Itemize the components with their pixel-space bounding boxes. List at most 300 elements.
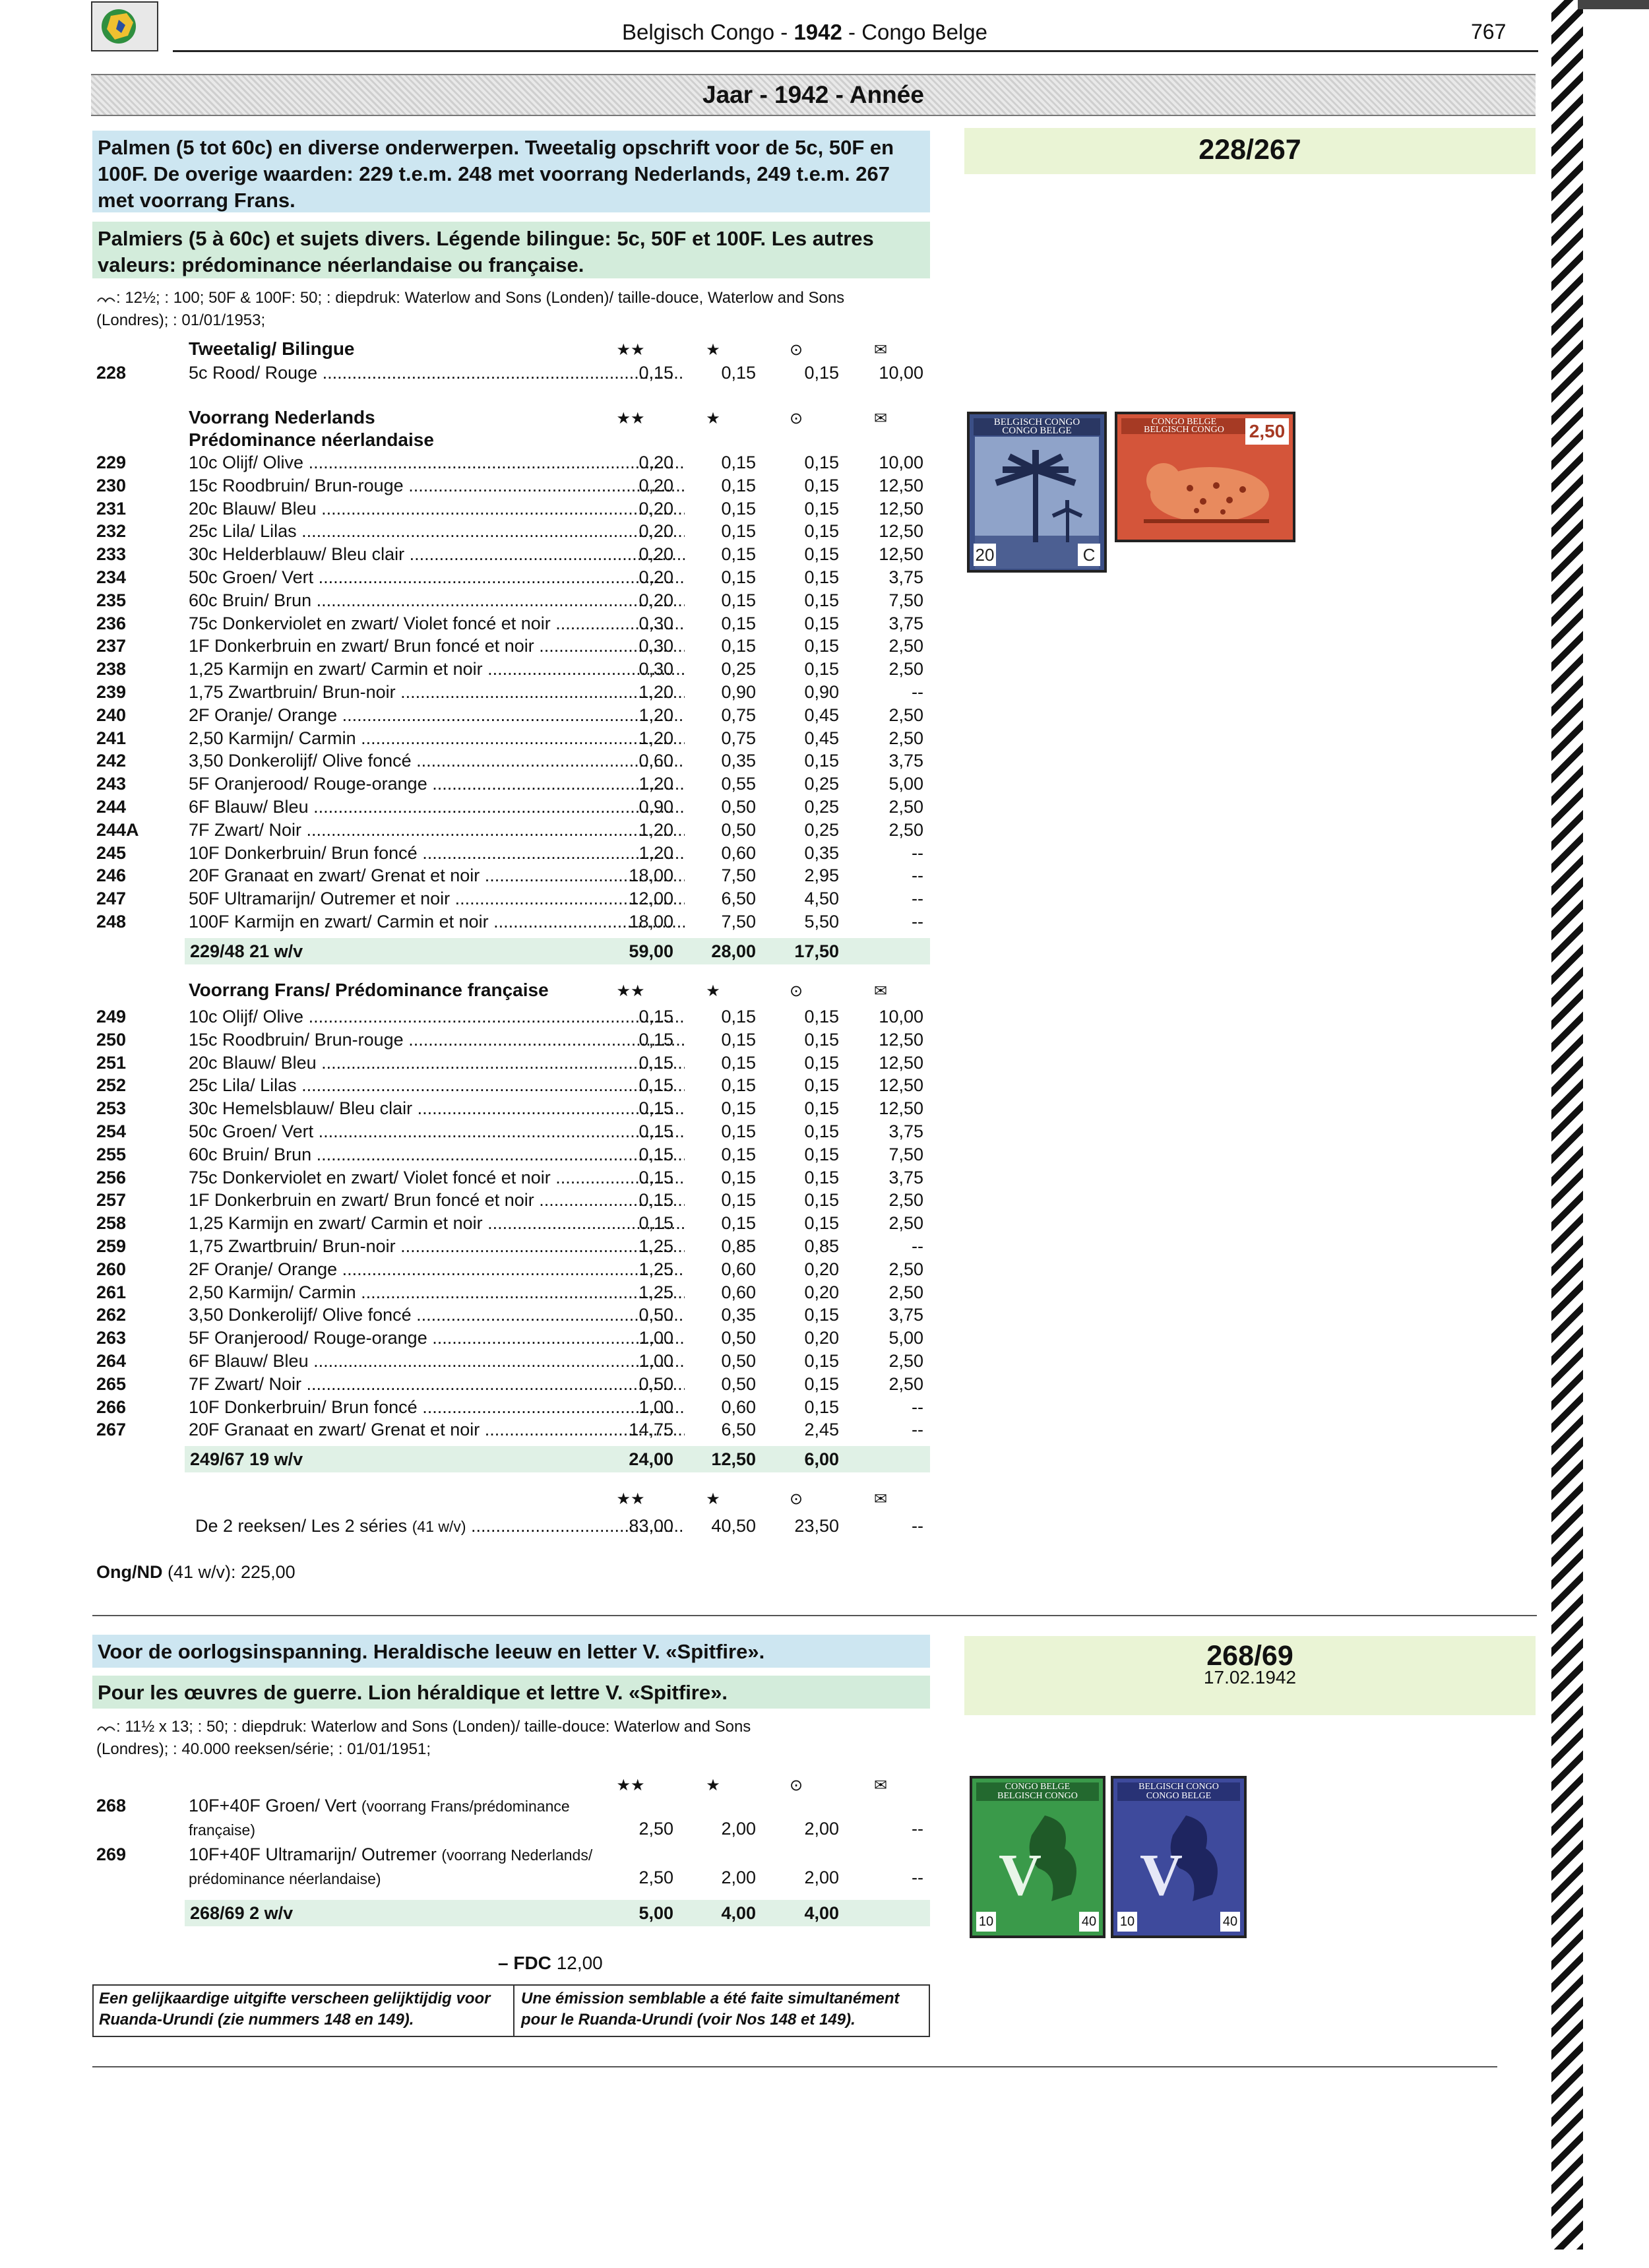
price-used: 0,15 (804, 1351, 839, 1371)
table-row (96, 658, 927, 681)
price-hinged: 0,15 (721, 475, 756, 495)
note-divider (513, 1986, 514, 2036)
fdc-line (498, 1953, 603, 1974)
catalog-number: 250 (96, 1029, 127, 1050)
item-description: 3,50 Donkerolijf/ Olive foncé ..... (189, 749, 685, 772)
column-symbol-used: ⊙ (789, 1490, 803, 1508)
running-header (462, 20, 1148, 45)
table-row (96, 819, 927, 842)
stamp1-legend: BELGISCH CONGO CONGO BELGE (974, 418, 1100, 435)
sum-s2-label: 268/69 2 w/v (190, 1903, 294, 1923)
price-mint: 1,00 (638, 1351, 673, 1371)
price-mint: 1,20 (638, 774, 673, 794)
price-cover: 12,50 (879, 521, 923, 542)
catalog-number: 249 (96, 1007, 127, 1026)
price-used: 0,85 (804, 1236, 839, 1256)
item-description: 20F Granaat en zwart/ Grenat et noir ..... (189, 864, 685, 887)
table-row (96, 842, 927, 865)
price-used: 0,20 (804, 1259, 839, 1279)
price-hinged: 0,85 (721, 1236, 756, 1256)
table-row (96, 887, 927, 910)
price-hinged: 0,15 (721, 1144, 756, 1164)
price-used: 0,15 (804, 1305, 839, 1325)
catalog-logo (91, 1, 158, 51)
item-description: 15c Roodbruin/ Brun-rouge ..... (189, 474, 685, 497)
price-cover: -- (912, 889, 923, 909)
price-used: 0,15 (804, 475, 839, 495)
catalog-number: 246 (96, 866, 127, 886)
sum-nl-v2: 28,00 (711, 941, 756, 961)
price-cover: 7,50 (888, 590, 923, 610)
price-cover: 12,50 (879, 1075, 923, 1096)
price-cover: 12,50 (879, 1052, 923, 1073)
catalog-number: 240 (96, 705, 127, 725)
price-used: 2,95 (804, 866, 839, 886)
table-row (96, 497, 927, 520)
price-cover: 3,75 (888, 1305, 923, 1325)
catalog-number: 237 (96, 636, 127, 656)
price-cover: -- (912, 842, 923, 863)
price-mint: 0,20 (638, 544, 673, 565)
both-series-v3: 23,50 (794, 1516, 839, 1536)
stamp3-legend: CONGO BELGE BELGISCH CONGO (976, 1782, 1099, 1801)
catalog-number: 235 (96, 590, 127, 610)
price-mint: 0,30 (638, 613, 673, 633)
price-used: 0,90 (804, 682, 839, 702)
catalog-number: 234 (96, 567, 127, 587)
price-cover: 2,50 (888, 1213, 923, 1234)
price-mint: 1,20 (638, 842, 673, 863)
price-used: 2,45 (804, 1420, 839, 1440)
price-mint: 0,20 (638, 475, 673, 495)
item-description: 75c Donkerviolet en zwart/ Violet foncé et noir ..... (189, 1166, 685, 1189)
price-used: 0,15 (804, 1213, 839, 1234)
price-hinged: 0,50 (721, 1373, 756, 1394)
price-mint: 0,15 (638, 1029, 673, 1050)
section-divider (92, 1615, 1537, 1616)
note-fr: Une émission semblable a été faite simultanément pour le Ruanda-Urundi (voir Nos 148 et 149). (521, 1990, 900, 2029)
price-cover: 12,50 (879, 475, 923, 495)
table-row (96, 1166, 927, 1189)
price-hinged: 0,75 (721, 728, 756, 748)
catalog-number: 259 (96, 1236, 127, 1256)
price-used: 0,15 (804, 613, 839, 633)
price-used: 0,15 (804, 1052, 839, 1073)
price-hinged: 0,60 (721, 1397, 756, 1417)
column-symbol-hinged: ★ (706, 410, 720, 427)
leopard-icon (1117, 442, 1293, 541)
price-mint: 2,50 (638, 1868, 673, 1887)
catalog-number: 236 (96, 613, 127, 633)
item-description: 60c Bruin/ Brun ..... (189, 589, 685, 612)
column-symbol-hinged: ★ (706, 982, 720, 1000)
catalog-number: 244A (96, 819, 139, 840)
price-used: 0,15 (804, 1397, 839, 1417)
price-mint: 0,15 (638, 1007, 673, 1026)
stamp-leopard-250 (1115, 412, 1295, 542)
price-mint: 12,00 (629, 889, 673, 909)
stamp2-legend: CONGO BELGE BELGISCH CONGO (1121, 418, 1247, 434)
tech-text-1: : 12½; : 100; 50F & 100F: 50; : diepdruk: Waterlow and Sons (Londen)/ taille-douce, Waterlow and Sons (116, 289, 845, 307)
price-hinged: 0,15 (721, 1007, 756, 1026)
catalog-number: 263 (96, 1328, 127, 1348)
price-mint: 0,15 (638, 363, 673, 383)
price-mint: 18,00 (629, 912, 673, 931)
price-mint: 0,30 (638, 636, 673, 656)
price-mint: 0,15 (638, 1144, 673, 1164)
price-hinged: 0,25 (721, 659, 756, 679)
price-hinged: 0,15 (721, 1052, 756, 1073)
column-symbol-cover: ✉ (873, 982, 888, 1000)
price-cover: 10,00 (879, 363, 923, 383)
sum-fr-v1: 24,00 (629, 1449, 673, 1469)
price-used: 5,50 (804, 912, 839, 931)
price-cover: 2,50 (888, 1351, 923, 1371)
catalog-number: 251 (96, 1052, 127, 1073)
price-mint: 0,15 (638, 1213, 673, 1234)
catalog-number: 248 (96, 912, 127, 931)
price-cover: 10,00 (879, 453, 923, 472)
price-mint: 1,25 (638, 1236, 673, 1256)
price-mint: 0,15 (638, 1052, 673, 1073)
price-mint: 1,25 (638, 1282, 673, 1302)
section2-tech-line2 (96, 1739, 927, 1760)
table-row (96, 910, 927, 933)
item-description: 5c Rood/ Rouge ..... (189, 362, 685, 385)
item-description: 10F Donkerbruin/ Brun foncé ..... (189, 1396, 685, 1419)
item-description: 30c Hemelsblauw/ Bleu clair ..... (189, 1097, 685, 1120)
price-mint: 0,30 (638, 659, 673, 679)
fdc-value: 12,00 (556, 1953, 603, 1973)
sum-nl-label: 229/48 21 w/v (190, 941, 303, 961)
price-mint: 0,15 (638, 1121, 673, 1141)
price-mint: 1,00 (638, 1397, 673, 1417)
item-description: 2F Oranje/ Orange ..... (189, 704, 685, 727)
price-cover: -- (912, 1236, 923, 1256)
catalog-number: 266 (96, 1397, 127, 1417)
price-hinged: 0,15 (721, 1167, 756, 1187)
column-symbol-cover: ✉ (873, 341, 888, 359)
decorative-border (1551, 0, 1583, 2250)
item-description: 5F Oranjerood/ Rouge-orange ..... (189, 772, 685, 796)
price-used: 0,15 (804, 1121, 839, 1141)
price-hinged: 0,55 (721, 774, 756, 794)
price-mint: 2,50 (638, 1819, 673, 1839)
tech2-text-2: (Londres); : 40.000 reeksen/série; : 01/01/1951; (96, 1740, 431, 1758)
price-mint: 0,20 (638, 498, 673, 519)
price-hinged: 0,15 (721, 544, 756, 565)
catalog-number: 267 (96, 1420, 127, 1440)
table-row (96, 864, 927, 887)
price-used: 0,15 (804, 1029, 839, 1050)
stamp4-legend: BELGISCH CONGO CONGO BELGE (1117, 1782, 1240, 1801)
stamp4-value2: 40 (1220, 1912, 1240, 1932)
section1-tech-line1 (96, 288, 927, 309)
price-used: 0,15 (804, 1098, 839, 1119)
both-series-v1: 83,00 (629, 1516, 673, 1536)
catalog-number: 258 (96, 1213, 127, 1234)
price-used: 0,25 (804, 797, 839, 817)
price-used: 0,15 (804, 1373, 839, 1394)
price-used: 0,25 (804, 819, 839, 840)
price-mint: 1,25 (638, 1259, 673, 1279)
column-symbol-cover: ✉ (873, 410, 888, 427)
price-cover: -- (912, 1868, 923, 1887)
price-used: 0,15 (804, 751, 839, 771)
catalog-number: 243 (96, 774, 127, 794)
price-cover: -- (912, 1819, 923, 1839)
column-symbol-cover: ✉ (873, 1490, 888, 1508)
table-row (96, 474, 927, 497)
item-description: 20c Blauw/ Bleu ..... (189, 1052, 685, 1075)
table-row (96, 1028, 927, 1052)
catalog-number: 228 (96, 363, 127, 383)
table-row (96, 1350, 927, 1373)
stamp-palm-20c (967, 412, 1107, 573)
price-mint: 0,15 (638, 1075, 673, 1096)
column-symbol-mint: ★★ (616, 982, 645, 1000)
price-used: 0,15 (804, 636, 839, 656)
price-mint: 0,90 (638, 797, 673, 817)
sum-fr-v2: 12,50 (711, 1449, 756, 1469)
column-symbol-hinged: ★ (706, 1490, 720, 1508)
price-hinged: 0,90 (721, 682, 756, 702)
table-row (96, 589, 927, 612)
price-cover: 2,50 (888, 1373, 923, 1394)
ong-line (96, 1562, 296, 1583)
sum-nl-v3: 17,50 (794, 941, 839, 961)
catalog-number: 269 (96, 1844, 127, 1864)
price-used: 0,15 (804, 544, 839, 565)
table-row (96, 362, 927, 385)
catalog-number: 261 (96, 1282, 127, 1302)
price-cover: 2,50 (888, 728, 923, 748)
stamp1-value: 20 (974, 544, 996, 566)
price-mint: 1,20 (638, 728, 673, 748)
note-nl: Een gelijkaardige uitgifte verscheen gelijktijdig voor Ruanda-Urundi (zie nummers 148 en 149). (99, 1990, 491, 2029)
price-mint: 14,75 (629, 1420, 673, 1440)
stamp4-value: 10 (1117, 1912, 1137, 1932)
price-used: 0,45 (804, 728, 839, 748)
price-cover: 5,00 (888, 774, 923, 794)
price-hinged: 0,15 (721, 453, 756, 472)
stamp-lion-green (970, 1776, 1105, 1938)
price-hinged: 0,35 (721, 1305, 756, 1325)
price-mint: 0,15 (638, 1167, 673, 1187)
price-hinged: 0,50 (721, 1351, 756, 1371)
price-used: 0,15 (804, 453, 839, 472)
price-cover: 2,50 (888, 659, 923, 679)
stamp2-value: 2,50 (1245, 418, 1289, 445)
fdc-label: – FDC (498, 1953, 551, 1973)
note-box (92, 1984, 930, 2037)
table-row (96, 1258, 927, 1281)
price-cover: 3,75 (888, 613, 923, 633)
tech-text-2: (Londres); : 01/01/1953; (96, 311, 266, 329)
price-hinged: 6,50 (721, 1420, 756, 1440)
section2-range-box (964, 1636, 1536, 1715)
catalog-number: 253 (96, 1098, 127, 1119)
sum-row-nl (185, 938, 930, 964)
sum-fr-v3: 6,00 (804, 1449, 839, 1469)
catalog-number: 268 (96, 1796, 127, 1815)
price-used: 0,15 (804, 659, 839, 679)
price-used: 0,25 (804, 774, 839, 794)
section2-tech-line1 (96, 1717, 927, 1738)
catalog-number: 242 (96, 751, 127, 771)
price-used: 2,00 (804, 1868, 839, 1887)
perforation-icon (96, 294, 116, 304)
catalog-number: 230 (96, 475, 127, 495)
section2-description-fr: Pour les œuvres de guerre. Lion héraldique et lettre V. «Spitfire». (92, 1676, 930, 1709)
section2-description-nl: Voor de oorlogsinspanning. Heraldische leeuw en letter V. «Spitfire». (92, 1635, 930, 1668)
catalog-number: 262 (96, 1305, 127, 1325)
column-symbol-used: ⊙ (789, 1777, 803, 1794)
tech2-text-1: : 11½ x 13; : 50; : diepdruk: Waterlow and Sons (Londen)/ taille-douce: Waterlow and Sons (116, 1718, 751, 1736)
sum-row-fr (185, 1446, 930, 1472)
table-row (96, 1074, 927, 1097)
column-symbol-used: ⊙ (789, 341, 803, 359)
price-hinged: 0,15 (721, 590, 756, 610)
table-row (96, 543, 927, 566)
year-band: Jaar - 1942 - Année (91, 74, 1536, 116)
price-cover: -- (912, 1420, 923, 1440)
item-description: 10c Olijf/ Olive ..... (189, 1005, 685, 1028)
catalog-number: 233 (96, 544, 127, 565)
svg-text:V: V (999, 1843, 1042, 1908)
price-used: 0,45 (804, 705, 839, 725)
item-description: 1,25 Karmijn en zwart/ Carmin et noir ..... (189, 1212, 685, 1235)
table-row (96, 1794, 927, 1841)
column-symbol-hinged: ★ (706, 341, 720, 359)
item-description: 1F Donkerbruin en zwart/ Brun foncé et noir ..... (189, 635, 685, 658)
ong-value: (41 w/v): 225,00 (168, 1562, 296, 1582)
table-row (96, 1281, 927, 1304)
table-row (96, 1120, 927, 1143)
item-description: 2F Oranje/ Orange ..... (189, 1258, 685, 1281)
price-used: 0,15 (804, 363, 839, 383)
item-description: 10c Olijf/ Olive ..... (189, 451, 685, 474)
price-hinged: 0,15 (721, 636, 756, 656)
price-cover: 2,50 (888, 636, 923, 656)
sum-s2-v2: 4,00 (721, 1903, 756, 1923)
price-mint: 1,20 (638, 819, 673, 840)
table-row (96, 1418, 927, 1441)
sum-row-s2 (185, 1900, 930, 1926)
column-symbol-mint: ★★ (616, 1490, 645, 1508)
catalog-number: 254 (96, 1121, 127, 1141)
table-row (96, 727, 927, 750)
bottom-rule (92, 2066, 1497, 2067)
table-row (96, 1189, 927, 1212)
price-cover: 5,00 (888, 1328, 923, 1348)
price-mint: 0,50 (638, 1305, 673, 1325)
both-series-v4: -- (912, 1516, 923, 1536)
sum-s2-v3: 4,00 (804, 1903, 839, 1923)
price-used: 0,20 (804, 1282, 839, 1302)
header-year: 1942 (793, 20, 842, 44)
table-row (96, 566, 927, 589)
price-cover: 3,75 (888, 1167, 923, 1187)
price-hinged: 0,60 (721, 1282, 756, 1302)
table-row (96, 451, 927, 474)
table-row (96, 681, 927, 704)
stamp3-value2: 40 (1079, 1912, 1099, 1932)
item-description: 1,75 Zwartbruin/ Brun-noir ..... (189, 681, 685, 704)
table-row (96, 1327, 927, 1350)
section1-description-nl: Palmen (5 tot 60c) en diverse onderwerpen. Tweetalig opschrift voor de 5c, 50F en 100F. De overige waarden: 229 t.e.m. 248 met voorrang Nederlands, 249 t.e.m. 267 met voorrang Frans. (92, 131, 930, 212)
column-symbol-hinged: ★ (706, 1777, 720, 1794)
price-cover: 7,50 (888, 1144, 923, 1164)
price-hinged: 0,50 (721, 1328, 756, 1348)
item-description: 2,50 Karmijn/ Carmin ..... (189, 727, 685, 750)
price-cover: 2,50 (888, 819, 923, 840)
price-mint: 0,15 (638, 1190, 673, 1211)
price-used: 0,15 (804, 1144, 839, 1164)
price-hinged: 0,15 (721, 1029, 756, 1050)
price-mint: 0,20 (638, 590, 673, 610)
item-description: 50c Groen/ Vert ..... (189, 566, 685, 589)
table-row (96, 704, 927, 727)
section2-date: 17.02.1942 (1203, 1667, 1297, 1687)
perforation-icon (96, 1722, 116, 1733)
item-description: 1,75 Zwartbruin/ Brun-noir ..... (189, 1235, 685, 1258)
price-cover: -- (912, 1397, 923, 1417)
item-description: 30c Helderblauw/ Bleu clair ..... (189, 543, 685, 566)
item-description: 10F Donkerbruin/ Brun foncé ..... (189, 842, 685, 865)
price-mint: 0,20 (638, 521, 673, 542)
both-series-row (96, 1515, 927, 1538)
section2-range: 268/69 (1206, 1640, 1293, 1672)
item-description: 75c Donkerviolet en zwart/ Violet foncé et noir ..... (189, 612, 685, 635)
price-cover: 12,50 (879, 498, 923, 519)
column-symbol-mint: ★★ (616, 410, 645, 427)
price-hinged: 0,15 (721, 1098, 756, 1119)
price-mint: 1,20 (638, 705, 673, 725)
stamp-lion-ultramarine (1111, 1776, 1247, 1938)
price-cover: -- (912, 912, 923, 931)
catalog-number: 260 (96, 1259, 127, 1279)
column-symbol-cover: ✉ (873, 1777, 888, 1794)
header-rule (173, 50, 1538, 52)
catalog-number: 247 (96, 889, 127, 909)
price-used: 0,15 (804, 498, 839, 519)
item-description: 50c Groen/ Vert ..... (189, 1120, 685, 1143)
price-cover: 12,50 (879, 1098, 923, 1119)
price-cover: 2,50 (888, 1259, 923, 1279)
page-number: 767 (1471, 20, 1507, 44)
catalog-number: 265 (96, 1373, 127, 1394)
price-cover: 3,75 (888, 1121, 923, 1141)
price-hinged: 7,50 (721, 912, 756, 931)
table-row (96, 796, 927, 819)
sum-nl-v1: 59,00 (629, 941, 673, 961)
price-hinged: 0,15 (721, 1075, 756, 1096)
table-row (96, 1212, 927, 1235)
price-used: 0,35 (804, 842, 839, 863)
decorative-corner (1578, 0, 1649, 9)
catalog-number: 238 (96, 659, 127, 679)
catalog-number: 255 (96, 1144, 127, 1164)
stamp1-unit: C (1078, 544, 1100, 566)
price-mint: 0,60 (638, 751, 673, 771)
price-hinged: 0,15 (721, 363, 756, 383)
price-hinged: 0,15 (721, 521, 756, 542)
catalog-number: 252 (96, 1075, 127, 1096)
column-symbol-mint: ★★ (616, 341, 645, 359)
sum-s2-v1: 5,00 (638, 1903, 673, 1923)
table-row (96, 635, 927, 658)
